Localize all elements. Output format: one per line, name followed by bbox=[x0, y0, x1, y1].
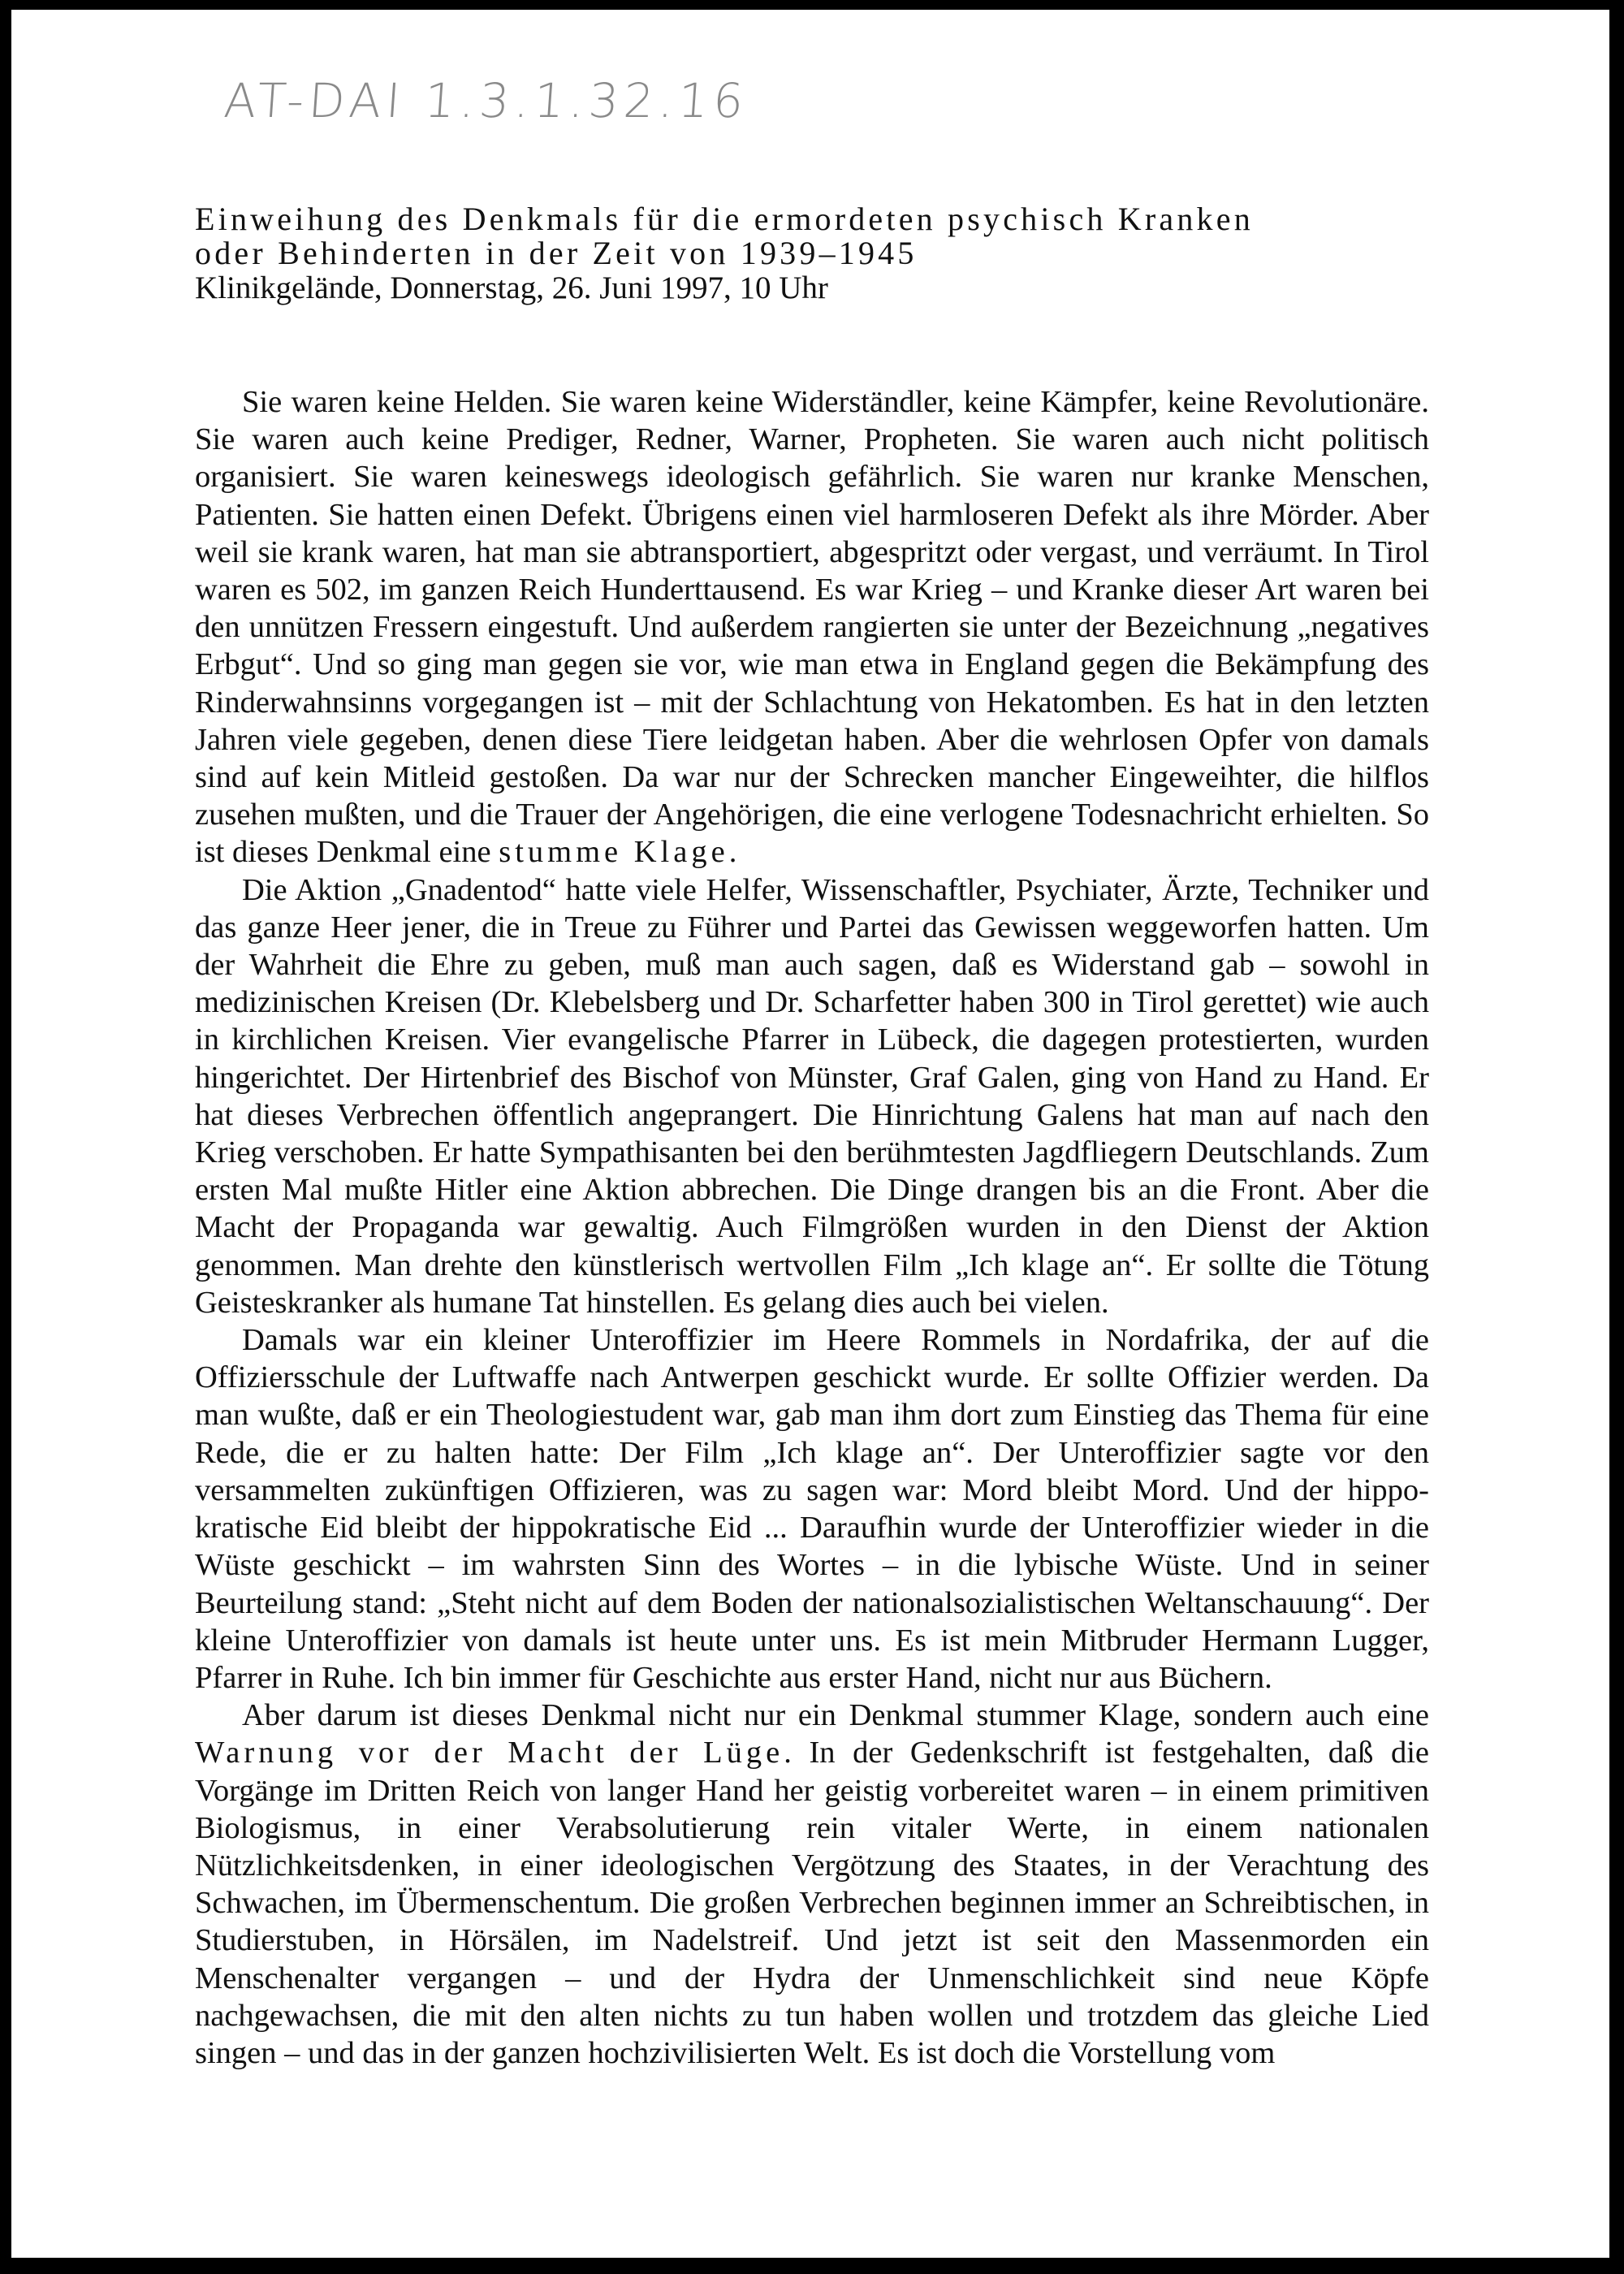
paragraph-text: Sie waren keine Helden. Sie waren keine Widerständler, keine Kämpfer, keine Revolutionäre. Sie waren auch keine Prediger, Redner, Warner, Propheten. Sie waren auch nicht politisch organisiert. Sie waren keineswegs ideologisch gefährlich. Sie waren nur kranke Menschen, Patienten. Sie hatten einen Defekt. Übrigens einen viel harmloseren Defekt als ihre Mörder. Aber weil sie krank waren, hat man sie abtransportiert, abgespritzt oder vergast, und verräumt. In Tirol waren es 502, im ganzen Reich Hunderttausend. Es war Krieg – und Kranke dieser Art waren bei den unnützen Fressern eingestuft. Und außerdem rangierten sie unter der Bezeichnung „negatives Erbgut“. Und so ging man gegen sie vor, wie man etwa in England gegen die Bekämpfung des Rinderwahnsinns vorgegangen ist – mit der Schlachtung von Hekatomben. Es hat in den letzten Jahren viele gegeben, denen diese Tiere leidgetan haben. Aber die wehrlosen Opfer von damals sind auf kein Mitleid gestoßen. Da war nur der Schrecken mancher Eingeweihter, die hilflos zusehen mußten, und die Trauer der Angehörigen, die eine verlogene Todesnachricht erhielten. So ist dieses Denkmal eine bbox=[195, 385, 1429, 870]
emphasis-spaced-text: Warnung vor der Macht der Lüge bbox=[195, 1736, 784, 1770]
document-header bbox=[195, 202, 1254, 306]
paragraph-2: Die Aktion „Gnadentod“ hatte viele Helfer, Wissenschaftler, Psychiater, Ärzte, Techniker und das ganze Heer jener, die in Treue zu Führer und Partei das Gewissen weggeworfen hatten. Um der Wahrheit die Ehre zu geben, muß man auch sagen, daß es Widerstand gab – sowohl in medizinischen Kreisen (Dr. Klebelsberg und Dr. Scharfetter haben 300 in Tirol gerettet) wie auch in kirchlichen Kreisen. Vier evangelische Pfarrer in Lübeck, die dagegen protestierten, wurden hingerichtet. Der Hirtenbrief des Bischof von Münster, Graf Galen, ging von Hand zu Hand. Er hat dieses Verbrechen öffentlich angeprangert. Die Hinrichtung Galens hat man auf nach den Krieg verschoben. Er hatte Sympathisanten bei den berühmtesten Jagdfliegern Deutschlands. Zum ersten Mal mußte Hitler eine Aktion abbrechen. Die Dinge drangen bis an die Front. Aber die Macht der Propaganda war gewaltig. Auch Filmgrößen wurden in den Dienst der Aktion genommen. Man drehte den künstlerisch wertvollen Film „Ich klage an“. Er sollte die Tötung Geisteskranker als humane Tat hinstellen. Es gelang dies auch bei vielen. bbox=[195, 872, 1429, 1320]
paragraph-1 bbox=[195, 383, 1429, 871]
handwritten-archive-signature: AT-DAI 1.3.1.32.16 bbox=[222, 73, 750, 128]
document-page bbox=[11, 10, 1609, 2258]
emphasis-spaced-text: stumme Klage bbox=[499, 835, 729, 870]
event-location-date: Klinikgelände, Donnerstag, 26. Juni 1997, 10 Uhr bbox=[195, 270, 828, 305]
speech-body bbox=[195, 383, 1429, 2072]
paragraph-text: Aber darum ist dieses Denkmal nicht nur ein Denkmal stummer Klage, sondern auch eine bbox=[242, 1698, 1429, 1733]
paragraph-text: . In der Gedenkschrift ist festgehalten, daß die Vorgänge im Dritten Reich von langer Hand her geistig vorbereitet waren – in einem primitiven Biologismus, in einer Verabsolutierung rein vitaler Werte, in einem nationalen Nützlichkeitsdenken, in einer ideologischen Vergötzung des Staates, in der Verachtung des Schwachen, im Übermenschentum. Die großen Verbrechen beginnen immer an Schreibtischen, in Studierstuben, in Hörsälen, im Nadelstreif. Und jetzt ist seit den Massenmorden ein Menschenalter vergangen – und der Hydra der Unmenschlichkeit sind neue Köpfe nachgewachsen, die mit den alten nichts zu tun haben wollen und trotzdem das gleiche Lied singen – und das in der ganzen hochzivilisierten Welt. Es ist doch die Vorstellung vom bbox=[195, 1736, 1430, 2070]
paragraph-4 bbox=[195, 1697, 1429, 2072]
title-line-1: Einweihung des Denkmals für die ermordeten psychisch Kranken bbox=[195, 201, 1254, 237]
title-line-2: oder Behinderten in der Zeit von 1939–1945 bbox=[195, 235, 918, 271]
paragraph-3: Damals war ein kleiner Unteroffizier im Heere Rommels in Nordafrika, der auf die Offiziersschule der Luftwaffe nach Antwerpen geschickt wurde. Er sollte Offizier werden. Da man wußte, daß er ein Theologiestudent war, gab man ihm dort zum Einstieg das Thema für eine Rede, die er zu halten hatte: Der Film „Ich klage an“. Der Unteroffizier sagte vor den versammelten zukünftigen Offizieren, was zu sagen war: Mord bleibt Mord. Und der hippokratische Eid bleibt der hippokratische Eid ... Daraufhin wurde der Unteroffizier wieder in die Wüste geschickt – im wahrsten Sinn des Wortes – in die lybische Wüste. Und in seiner Beurteilung stand: „Steht nicht auf dem Boden der nationalsozialistischen Weltanschauung“. Der kleine Unteroffizier von damals ist heute unter uns. Es ist mein Mitbruder Hermann Lugger, Pfarrer in Ruhe. Ich bin immer für Geschichte aus erster Hand, nicht nur aus Büchern. bbox=[195, 1323, 1429, 1695]
paragraph-text: . bbox=[728, 835, 737, 870]
